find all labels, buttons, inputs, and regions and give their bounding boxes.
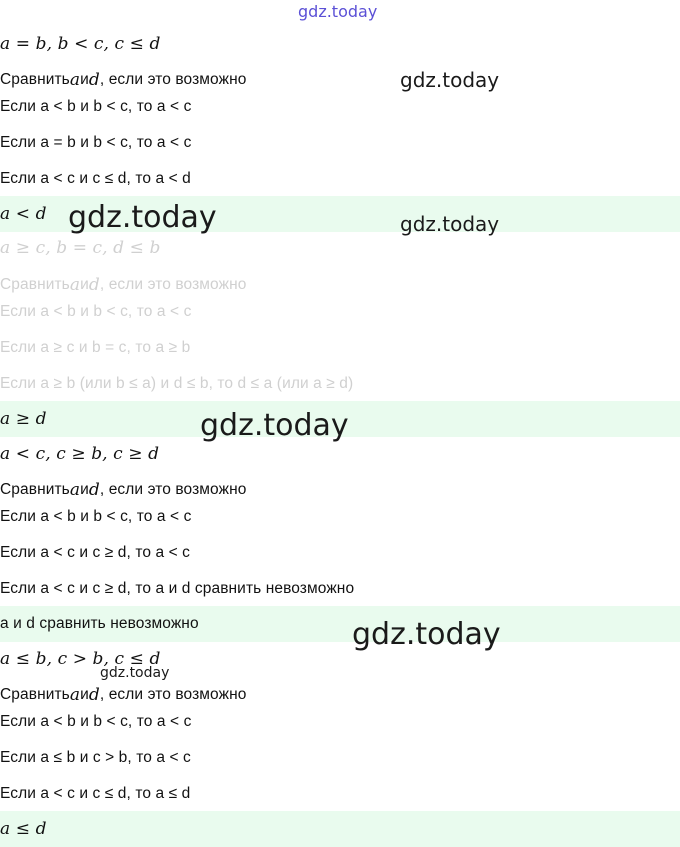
watermark: gdz.today bbox=[400, 68, 500, 92]
watermark: gdz.today bbox=[400, 212, 500, 236]
step-text: Если a = b и b < c, то a < c bbox=[0, 134, 192, 151]
prompt-suffix: , если это возможно bbox=[99, 481, 247, 498]
step-text: Если a < b и b < c, то a < c bbox=[0, 303, 192, 320]
step-line bbox=[0, 161, 680, 197]
prompt-suffix: , если это возможно bbox=[99, 686, 247, 703]
step-text: Если a < b и b < c, то a < c bbox=[0, 98, 192, 115]
answer-line bbox=[0, 606, 680, 642]
step-line bbox=[0, 89, 680, 125]
prompt-prefix: Сравнить bbox=[0, 276, 70, 293]
step-line bbox=[0, 366, 680, 402]
condition-text: a < c, c ≥ b, c ≥ d bbox=[0, 444, 160, 464]
step-text: Если a < c и c ≤ d, то a ≤ d bbox=[0, 785, 191, 802]
variable-d: d bbox=[88, 685, 100, 705]
answer-text: a ≥ d bbox=[0, 409, 47, 429]
prompt-prefix: Сравнить bbox=[0, 686, 70, 703]
condition-line bbox=[0, 26, 680, 62]
step-line bbox=[0, 776, 680, 812]
answer-text: a < d bbox=[0, 204, 47, 224]
prompt-prefix: Сравнить bbox=[0, 481, 70, 498]
answer-text: a и d сравнить невозможно bbox=[0, 615, 199, 632]
watermark: gdz.today bbox=[68, 200, 217, 235]
step-text: Если a < b и b < c, то a < c bbox=[0, 508, 192, 525]
watermark: gdz.today bbox=[200, 408, 349, 443]
answer-text: a ≤ d bbox=[0, 819, 47, 839]
condition-text: a ≤ b, c > b, c ≤ d bbox=[0, 649, 161, 669]
variable-a: a bbox=[69, 480, 81, 500]
step-text: Если a < c и c ≤ d, то a < d bbox=[0, 170, 191, 187]
prompt-suffix: , если это возможно bbox=[99, 71, 247, 88]
prompt-suffix: , если это возможно bbox=[99, 276, 247, 293]
prompt-and: и bbox=[80, 276, 89, 293]
watermark: gdz.today bbox=[352, 617, 501, 652]
prompt-prefix: Сравнить bbox=[0, 71, 70, 88]
step-line bbox=[0, 125, 680, 161]
step-text: Если a < c и c ≥ d, то a и d сравнить невозможно bbox=[0, 580, 355, 597]
step-line bbox=[0, 740, 680, 776]
condition-text: a = b, b < c, c ≤ d bbox=[0, 34, 161, 54]
condition-text: a ≥ c, b = c, d ≤ b bbox=[0, 238, 161, 258]
step-text: Если a ≥ c и b = c, то a ≥ b bbox=[0, 339, 191, 356]
step-line bbox=[0, 704, 680, 740]
watermark: gdz.today bbox=[298, 2, 378, 21]
step-line bbox=[0, 571, 680, 607]
condition-line bbox=[0, 230, 680, 266]
step-line bbox=[0, 330, 680, 366]
step-text: Если a ≤ b и c > b, то a < c bbox=[0, 749, 191, 766]
watermark: gdz.today bbox=[100, 665, 170, 681]
variable-d: d bbox=[88, 70, 100, 90]
variable-a: a bbox=[69, 70, 81, 90]
step-line bbox=[0, 535, 680, 571]
prompt-and: и bbox=[80, 481, 89, 498]
step-text: Если a < b и b < c, то a < c bbox=[0, 713, 192, 730]
variable-d: d bbox=[88, 275, 100, 295]
prompt-and: и bbox=[80, 71, 89, 88]
step-text: Если a ≥ b (или b ≤ a) и d ≤ b, то d ≤ a (или a ≥ d) bbox=[0, 375, 354, 392]
answer-line bbox=[0, 811, 680, 847]
step-text: Если a < c и c ≥ d, то a < c bbox=[0, 544, 191, 561]
step-line bbox=[0, 294, 680, 330]
step-line bbox=[0, 499, 680, 535]
variable-a: a bbox=[69, 685, 81, 705]
variable-d: d bbox=[88, 480, 100, 500]
prompt-and: и bbox=[80, 686, 89, 703]
variable-a: a bbox=[69, 275, 81, 295]
